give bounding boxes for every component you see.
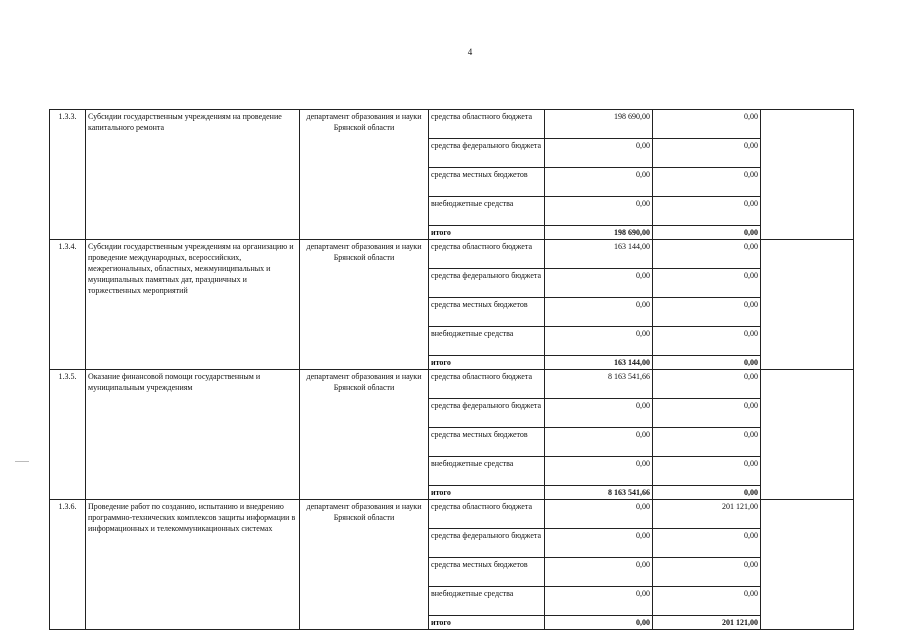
amount-year-2: 0,00 <box>653 269 761 298</box>
amount-year-1: 0,00 <box>545 139 653 168</box>
notes-cell <box>761 240 854 370</box>
amount-year-2: 0,00 <box>653 240 761 269</box>
amount-year-1: 0,00 <box>545 587 653 616</box>
page-number: 4 <box>467 47 473 57</box>
amount-year-1: 8 163 541,66 <box>545 370 653 399</box>
amount-year-2: 0,00 <box>653 139 761 168</box>
total-year-2: 0,00 <box>653 486 761 500</box>
amount-year-1: 198 690,00 <box>545 110 653 139</box>
item-number: 1.3.6. <box>50 500 86 630</box>
funding-source: средства местных бюджетов <box>429 168 545 197</box>
total-label: итого <box>429 486 545 500</box>
total-year-2: 201 121,00 <box>653 616 761 630</box>
amount-year-1: 0,00 <box>545 500 653 529</box>
amount-year-2: 0,00 <box>653 587 761 616</box>
total-label: итого <box>429 356 545 370</box>
funding-source: средства федерального бюджета <box>429 529 545 558</box>
amount-year-1: 0,00 <box>545 399 653 428</box>
amount-year-1: 163 144,00 <box>545 240 653 269</box>
funding-source: средства местных бюджетов <box>429 428 545 457</box>
table-row <box>50 370 854 399</box>
amount-year-2: 0,00 <box>653 457 761 486</box>
funding-source: средства местных бюджетов <box>429 558 545 587</box>
amount-year-1: 0,00 <box>545 428 653 457</box>
item-department: департамент образования и науки Брянской области <box>300 240 429 370</box>
total-year-2: 0,00 <box>653 226 761 240</box>
funding-source: внебюджетные средства <box>429 197 545 226</box>
funding-source: средства областного бюджета <box>429 500 545 529</box>
funding-source: внебюджетные средства <box>429 327 545 356</box>
amount-year-2: 0,00 <box>653 370 761 399</box>
item-name: Проведение работ по созданию, испытанию и внедрению программно-технических комплексов защиты информации в информационных и телекоммуникационных системах <box>86 500 300 630</box>
table-row <box>50 110 854 139</box>
item-number: 1.3.5. <box>50 370 86 500</box>
amount-year-2: 201 121,00 <box>653 500 761 529</box>
funding-source: средства местных бюджетов <box>429 298 545 327</box>
scan-mark <box>15 461 29 462</box>
notes-cell <box>761 370 854 500</box>
item-name: Оказание финансовой помощи государственным и муниципальным учреждениям <box>86 370 300 500</box>
amount-year-2: 0,00 <box>653 558 761 587</box>
total-year-2: 0,00 <box>653 356 761 370</box>
total-label: итого <box>429 226 545 240</box>
notes-cell <box>761 500 854 630</box>
amount-year-1: 0,00 <box>545 197 653 226</box>
funding-source: внебюджетные средства <box>429 587 545 616</box>
amount-year-2: 0,00 <box>653 110 761 139</box>
amount-year-2: 0,00 <box>653 327 761 356</box>
funding-source: средства федерального бюджета <box>429 139 545 168</box>
funding-source: внебюджетные средства <box>429 457 545 486</box>
total-year-1: 198 690,00 <box>545 226 653 240</box>
amount-year-1: 0,00 <box>545 298 653 327</box>
amount-year-2: 0,00 <box>653 428 761 457</box>
item-number: 1.3.4. <box>50 240 86 370</box>
amount-year-1: 0,00 <box>545 168 653 197</box>
total-year-1: 0,00 <box>545 616 653 630</box>
amount-year-1: 0,00 <box>545 269 653 298</box>
table-row <box>50 240 854 269</box>
funding-source: средства областного бюджета <box>429 110 545 139</box>
notes-cell <box>761 110 854 240</box>
total-year-1: 163 144,00 <box>545 356 653 370</box>
item-number: 1.3.3. <box>50 110 86 240</box>
item-department: департамент образования и науки Брянской области <box>300 370 429 500</box>
amount-year-1: 0,00 <box>545 457 653 486</box>
amount-year-2: 0,00 <box>653 197 761 226</box>
amount-year-2: 0,00 <box>653 529 761 558</box>
funding-source: средства федерального бюджета <box>429 399 545 428</box>
item-department: департамент образования и науки Брянской области <box>300 500 429 630</box>
amount-year-2: 0,00 <box>653 298 761 327</box>
funding-source: средства областного бюджета <box>429 370 545 399</box>
amount-year-1: 0,00 <box>545 529 653 558</box>
item-name: Субсидии государственным учреждениям на организацию и проведение международных, всероссийских, межрегиональных, областных, межмуниципальных и муниципальных памятных дат, праздничных и торжественных мероприятий <box>86 240 300 370</box>
item-name: Субсидии государственным учреждениям на проведение капитального ремонта <box>86 110 300 240</box>
amount-year-2: 0,00 <box>653 168 761 197</box>
total-label: итого <box>429 616 545 630</box>
item-department: департамент образования и науки Брянской области <box>300 110 429 240</box>
total-year-1: 8 163 541,66 <box>545 486 653 500</box>
funding-source: средства областного бюджета <box>429 240 545 269</box>
table-row <box>50 500 854 529</box>
amount-year-1: 0,00 <box>545 558 653 587</box>
amount-year-2: 0,00 <box>653 399 761 428</box>
amount-year-1: 0,00 <box>545 327 653 356</box>
funding-source: средства федерального бюджета <box>429 269 545 298</box>
budget-table <box>49 109 854 630</box>
